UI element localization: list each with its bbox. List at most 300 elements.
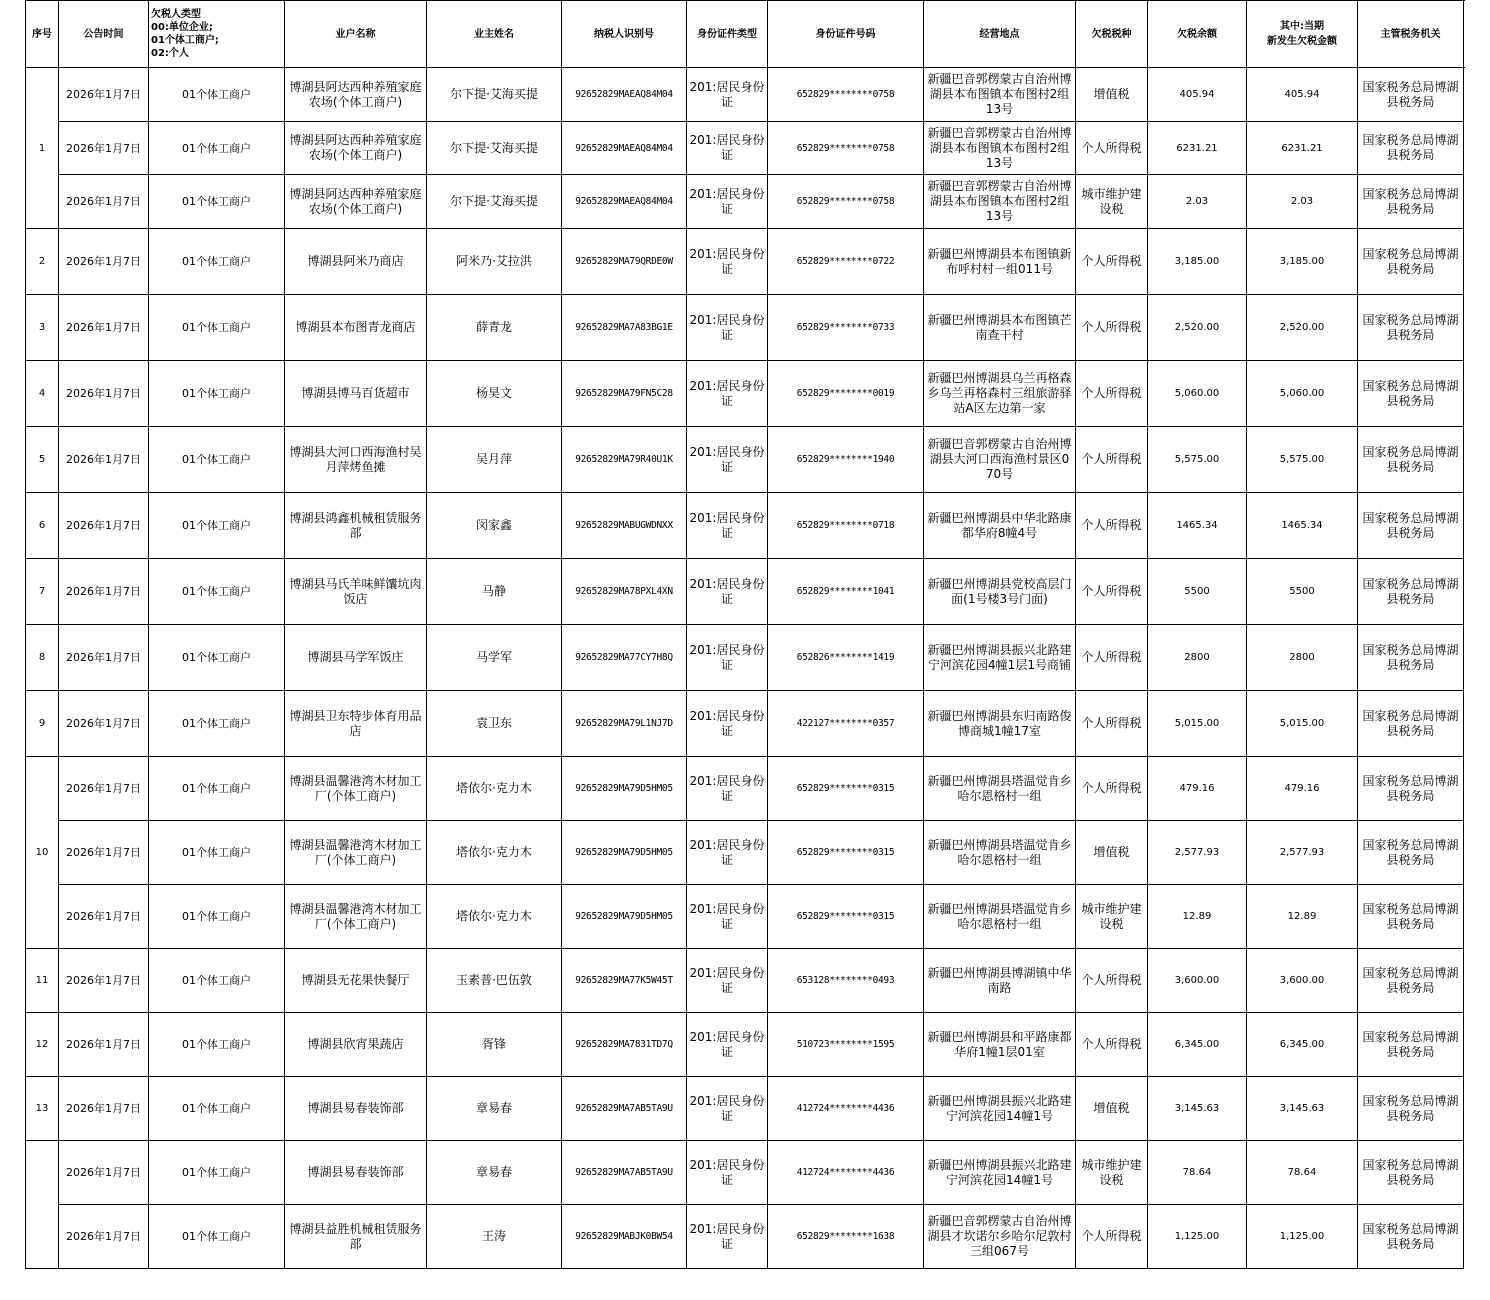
cell-addr: 新疆巴音郭楞蒙古自治州博湖县本布图镇本布图村2组13号 <box>924 68 1076 122</box>
cell-type: 01个体工商户 <box>149 361 285 427</box>
cell-idtype: 201:居民身份证 <box>687 885 768 949</box>
cell-taxid: 92652829MABJK0BW54 <box>562 1205 687 1269</box>
cell-note <box>1464 625 1465 691</box>
cell-note <box>1464 949 1465 1013</box>
cell-owner: 塔依尔·克力木 <box>427 757 562 821</box>
cell-office: 国家税务总局博湖县税务局 <box>1358 68 1464 122</box>
table-row <box>26 757 1465 821</box>
cell-date: 2026年1月7日 <box>59 493 149 559</box>
cell-newamt: 6,345.00 <box>1247 1013 1358 1077</box>
cell-amount: 405.94 <box>1148 68 1247 122</box>
cell-office: 国家税务总局博湖县税务局 <box>1358 122 1464 175</box>
header-new-l2: 新发生欠税金额 <box>1267 36 1337 47</box>
cell-office: 国家税务总局博湖县税务局 <box>1358 885 1464 949</box>
cell-name: 博湖县阿达西种养殖家庭农场(个体工商户) <box>285 68 427 122</box>
cell-idno: 652829********0315 <box>768 757 924 821</box>
cell-amount: 479.16 <box>1148 757 1247 821</box>
cell-addr: 新疆巴州博湖县本布图镇新布呼村村一组011号 <box>924 229 1076 295</box>
header-type-02: 02:个人 <box>151 48 189 59</box>
cell-office: 国家税务总局博湖县税务局 <box>1358 949 1464 1013</box>
cell-amount: 5,015.00 <box>1148 691 1247 757</box>
cell-office: 国家税务总局博湖县税务局 <box>1358 175 1464 229</box>
cell-taxid: 92652829MA7A83BG1E <box>562 295 687 361</box>
header-office: 主管税务机关 <box>1358 1 1464 68</box>
cell-amount: 2800 <box>1148 625 1247 691</box>
table-bottom-border <box>25 1268 1464 1269</box>
cell-date: 2026年1月7日 <box>59 1205 149 1269</box>
table-row <box>26 493 1465 559</box>
cell-note <box>1464 1013 1465 1077</box>
cell-idno: 510723********1595 <box>768 1013 924 1077</box>
cell-seq: 3 <box>26 295 59 361</box>
cell-amount: 2.03 <box>1148 175 1247 229</box>
cell-name: 博湖县大河口西海渔村吴月萍烤鱼摊 <box>285 427 427 493</box>
cell-idtype: 201:居民身份证 <box>687 691 768 757</box>
cell-taxid: 92652829MA79R40U1K <box>562 427 687 493</box>
cell-newamt: 12.89 <box>1247 885 1358 949</box>
cell-taxkind: 个人所得税 <box>1076 757 1148 821</box>
cell-date: 2026年1月7日 <box>59 559 149 625</box>
cell-name: 博湖县阿达西种养殖家庭农场(个体工商户) <box>285 175 427 229</box>
cell-newamt: 2800 <box>1247 625 1358 691</box>
cell-newamt: 2,520.00 <box>1247 295 1358 361</box>
cell-name: 博湖县马学军饭庄 <box>285 625 427 691</box>
cell-taxkind: 城市维护建设税 <box>1076 1141 1148 1205</box>
cell-taxkind: 个人所得税 <box>1076 949 1148 1013</box>
cell-taxkind: 增值税 <box>1076 821 1148 885</box>
cell-addr: 新疆巴州博湖县乌兰再格森乡乌兰再格森村三组旅游驿站A区左边第一家 <box>924 361 1076 427</box>
cell-newamt: 2.03 <box>1247 175 1358 229</box>
cell-note <box>1464 427 1465 493</box>
cell-owner: 塔依尔·克力木 <box>427 885 562 949</box>
cell-amount: 3,185.00 <box>1148 229 1247 295</box>
cell-addr: 新疆巴州博湖县本布图镇芒南查干村 <box>924 295 1076 361</box>
cell-idtype: 201:居民身份证 <box>687 625 768 691</box>
cell-name: 博湖县欣宵果蔬店 <box>285 1013 427 1077</box>
cell-taxkind: 个人所得税 <box>1076 1013 1148 1077</box>
cell-type: 01个体工商户 <box>149 821 285 885</box>
cell-idno: 652829********1638 <box>768 1205 924 1269</box>
header-taxid: 纳税人识别号 <box>562 1 687 68</box>
cell-note <box>1464 559 1465 625</box>
table-row <box>26 885 1465 949</box>
cell-name: 博湖县温馨港湾木材加工厂(个体工商户) <box>285 821 427 885</box>
cell-addr: 新疆巴州博湖县塔温觉肯乡哈尔恩格村一组 <box>924 821 1076 885</box>
cell-date: 2026年1月7日 <box>59 757 149 821</box>
cell-owner: 尔下提·艾海买提 <box>427 175 562 229</box>
cell-type: 01个体工商户 <box>149 559 285 625</box>
cell-idtype: 201:居民身份证 <box>687 493 768 559</box>
cell-taxkind: 个人所得税 <box>1076 625 1148 691</box>
cell-amount: 78.64 <box>1148 1141 1247 1205</box>
cell-taxkind: 个人所得税 <box>1076 295 1148 361</box>
tax-arrears-table <box>25 0 1465 1269</box>
cell-type: 01个体工商户 <box>149 757 285 821</box>
cell-note <box>1464 1077 1465 1141</box>
cell-taxid: 92652829MA79QRDE0W <box>562 229 687 295</box>
cell-idno: 652829********0315 <box>768 885 924 949</box>
cell-taxid: 92652829MA79L1NJ7D <box>562 691 687 757</box>
cell-note <box>1464 691 1465 757</box>
cell-idno: 652829********0722 <box>768 229 924 295</box>
cell-date: 2026年1月7日 <box>59 885 149 949</box>
cell-idtype: 201:居民身份证 <box>687 757 768 821</box>
cell-owner: 王涛 <box>427 1205 562 1269</box>
cell-idtype: 201:居民身份证 <box>687 68 768 122</box>
cell-taxkind: 个人所得税 <box>1076 1205 1148 1269</box>
cell-addr: 新疆巴州博湖县振兴北路建宁河滨花园14幢1号 <box>924 1077 1076 1141</box>
cell-type: 01个体工商户 <box>149 229 285 295</box>
table-row <box>26 691 1465 757</box>
cell-amount: 1465.34 <box>1148 493 1247 559</box>
cell-idtype: 201:居民身份证 <box>687 1205 768 1269</box>
cell-name: 博湖县无花果快餐厅 <box>285 949 427 1013</box>
table-row <box>26 229 1465 295</box>
table-row <box>26 949 1465 1013</box>
cell-date: 2026年1月7日 <box>59 1141 149 1205</box>
cell-type: 01个体工商户 <box>149 1205 285 1269</box>
table-row <box>26 559 1465 625</box>
cell-newamt: 5,060.00 <box>1247 361 1358 427</box>
cell-amount: 3,145.63 <box>1148 1077 1247 1141</box>
cell-taxkind: 城市维护建设税 <box>1076 175 1148 229</box>
cell-addr: 新疆巴音郭楞蒙古自治州博湖县大河口西海渔村景区070号 <box>924 427 1076 493</box>
cell-taxkind: 城市维护建设税 <box>1076 885 1148 949</box>
cell-idtype: 201:居民身份证 <box>687 1141 768 1205</box>
cell-name: 博湖县温馨港湾木材加工厂(个体工商户) <box>285 757 427 821</box>
cell-note <box>1464 229 1465 295</box>
cell-type: 01个体工商户 <box>149 625 285 691</box>
cell-owner: 阿米乃·艾拉洪 <box>427 229 562 295</box>
cell-taxkind: 个人所得税 <box>1076 691 1148 757</box>
cell-idno: 652829********0758 <box>768 122 924 175</box>
cell-date: 2026年1月7日 <box>59 229 149 295</box>
cell-office: 国家税务总局博湖县税务局 <box>1358 1205 1464 1269</box>
cell-addr: 新疆巴州博湖县振兴北路建宁河滨花园4幢1层1号商铺 <box>924 625 1076 691</box>
cell-owner: 章易春 <box>427 1077 562 1141</box>
cell-seq: 13 <box>26 1077 59 1141</box>
cell-newamt: 405.94 <box>1247 68 1358 122</box>
header-date: 公告时间 <box>59 1 149 68</box>
cell-type: 01个体工商户 <box>149 885 285 949</box>
cell-addr: 新疆巴州博湖县振兴北路建宁河滨花园14幢1号 <box>924 1141 1076 1205</box>
cell-taxid: 92652829MA7AB5TA9U <box>562 1141 687 1205</box>
cell-office: 国家税务总局博湖县税务局 <box>1358 691 1464 757</box>
cell-office: 国家税务总局博湖县税务局 <box>1358 295 1464 361</box>
cell-newamt: 1,125.00 <box>1247 1205 1358 1269</box>
cell-office: 国家税务总局博湖县税务局 <box>1358 1141 1464 1205</box>
cell-seq: 11 <box>26 949 59 1013</box>
cell-office: 国家税务总局博湖县税务局 <box>1358 427 1464 493</box>
cell-addr: 新疆巴州博湖县党校高层门面(1号楼3号门面) <box>924 559 1076 625</box>
cell-name: 博湖县本布图青龙商店 <box>285 295 427 361</box>
cell-amount: 1,125.00 <box>1148 1205 1247 1269</box>
cell-note <box>1464 1141 1465 1205</box>
cell-taxid: 92652829MAEAQ84M04 <box>562 68 687 122</box>
cell-idno: 652829********0733 <box>768 295 924 361</box>
cell-type: 01个体工商户 <box>149 493 285 559</box>
cell-note <box>1464 68 1465 122</box>
cell-taxid: 92652829MAEAQ84M04 <box>562 175 687 229</box>
cell-seq: 6 <box>26 493 59 559</box>
cell-addr: 新疆巴州博湖县中华北路康都华府8幢4号 <box>924 493 1076 559</box>
cell-newamt: 6231.21 <box>1247 122 1358 175</box>
cell-owner: 塔依尔·克力木 <box>427 821 562 885</box>
cell-taxid: 92652829MA7831TD7Q <box>562 1013 687 1077</box>
table-row <box>26 1141 1465 1205</box>
cell-amount: 6,345.00 <box>1148 1013 1247 1077</box>
cell-owner: 马静 <box>427 559 562 625</box>
cell-newamt: 3,185.00 <box>1247 229 1358 295</box>
cell-addr: 新疆巴州博湖县和平路康都华府1幢1层01室 <box>924 1013 1076 1077</box>
cell-owner: 闵家鑫 <box>427 493 562 559</box>
cell-newamt: 5,575.00 <box>1247 427 1358 493</box>
cell-date: 2026年1月7日 <box>59 68 149 122</box>
cell-taxid: 92652829MA79FN5C28 <box>562 361 687 427</box>
cell-amount: 5,575.00 <box>1148 427 1247 493</box>
cell-idtype: 201:居民身份证 <box>687 1077 768 1141</box>
cell-type: 01个体工商户 <box>149 691 285 757</box>
cell-office: 国家税务总局博湖县税务局 <box>1358 757 1464 821</box>
cell-seq <box>26 1141 59 1269</box>
cell-name: 博湖县阿米乃商店 <box>285 229 427 295</box>
table-row <box>26 821 1465 885</box>
cell-seq: 1 <box>26 68 59 229</box>
table-body <box>26 68 1465 1269</box>
cell-taxid: 92652829MA7AB5TA9U <box>562 1077 687 1141</box>
cell-note <box>1464 361 1465 427</box>
header-taxpayer-type <box>149 1 285 68</box>
cell-name: 博湖县博马百货超市 <box>285 361 427 427</box>
cell-newamt: 5,015.00 <box>1247 691 1358 757</box>
cell-type: 01个体工商户 <box>149 427 285 493</box>
table-row <box>26 1205 1465 1269</box>
header-type-title: 欠税人类型 <box>151 9 201 20</box>
header-amount: 欠税余额 <box>1148 1 1247 68</box>
header-seq: 序号 <box>26 1 59 68</box>
cell-idtype: 201:居民身份证 <box>687 1013 768 1077</box>
cell-owner: 吴月萍 <box>427 427 562 493</box>
cell-seq: 5 <box>26 427 59 493</box>
cell-type: 01个体工商户 <box>149 295 285 361</box>
cell-office: 国家税务总局博湖县税务局 <box>1358 361 1464 427</box>
header-row <box>26 1 1465 68</box>
cell-amount: 2,520.00 <box>1148 295 1247 361</box>
cell-note <box>1464 757 1465 821</box>
header-name: 业户名称 <box>285 1 427 68</box>
cell-name: 博湖县易春装饰部 <box>285 1141 427 1205</box>
cell-date: 2026年1月7日 <box>59 949 149 1013</box>
header-note <box>1464 1 1465 68</box>
cell-note <box>1464 885 1465 949</box>
cell-idno: 412724********4436 <box>768 1077 924 1141</box>
cell-name: 博湖县卫东特步体育用品店 <box>285 691 427 757</box>
header-new-amount <box>1247 1 1358 68</box>
cell-newamt: 479.16 <box>1247 757 1358 821</box>
cell-type: 01个体工商户 <box>149 1141 285 1205</box>
cell-name: 博湖县马氏羊味鲜馕坑肉饭店 <box>285 559 427 625</box>
cell-name: 博湖县鸿鑫机械租赁服务部 <box>285 493 427 559</box>
cell-idtype: 201:居民身份证 <box>687 229 768 295</box>
cell-owner: 马学军 <box>427 625 562 691</box>
cell-office: 国家税务总局博湖县税务局 <box>1358 1013 1464 1077</box>
cell-type: 01个体工商户 <box>149 122 285 175</box>
cell-amount: 12.89 <box>1148 885 1247 949</box>
cell-taxkind: 个人所得税 <box>1076 427 1148 493</box>
table-row <box>26 427 1465 493</box>
cell-name: 博湖县阿达西种养殖家庭农场(个体工商户) <box>285 122 427 175</box>
cell-taxkind: 个人所得税 <box>1076 559 1148 625</box>
cell-note <box>1464 175 1465 229</box>
cell-taxid: 92652829MA77CY7H8Q <box>562 625 687 691</box>
cell-idtype: 201:居民身份证 <box>687 949 768 1013</box>
cell-idtype: 201:居民身份证 <box>687 361 768 427</box>
cell-newamt: 5500 <box>1247 559 1358 625</box>
cell-idno: 652829********0019 <box>768 361 924 427</box>
cell-type: 01个体工商户 <box>149 175 285 229</box>
cell-owner: 章易春 <box>427 1141 562 1205</box>
header-type-01: 01个体工商户; <box>151 35 219 46</box>
header-type-00: 00:单位企业; <box>151 22 213 33</box>
cell-taxkind: 增值税 <box>1076 1077 1148 1141</box>
cell-taxkind: 个人所得税 <box>1076 229 1148 295</box>
cell-seq: 7 <box>26 559 59 625</box>
cell-idtype: 201:居民身份证 <box>687 122 768 175</box>
table-row <box>26 122 1465 175</box>
cell-addr: 新疆巴音郭楞蒙古自治州博湖县才坎诺尔乡哈尔尼敦村三组067号 <box>924 1205 1076 1269</box>
cell-idno: 412724********4436 <box>768 1141 924 1205</box>
cell-addr: 新疆巴音郭楞蒙古自治州博湖县本布图镇本布图村2组13号 <box>924 122 1076 175</box>
cell-seq: 4 <box>26 361 59 427</box>
cell-date: 2026年1月7日 <box>59 295 149 361</box>
cell-idtype: 201:居民身份证 <box>687 821 768 885</box>
cell-taxkind: 个人所得税 <box>1076 493 1148 559</box>
cell-taxid: 92652829MA79D5HM05 <box>562 757 687 821</box>
cell-idno: 652829********0315 <box>768 821 924 885</box>
cell-note <box>1464 821 1465 885</box>
cell-addr: 新疆巴州博湖县东归南路俊博商城1幢17室 <box>924 691 1076 757</box>
cell-owner: 尔下提·艾海买提 <box>427 122 562 175</box>
cell-date: 2026年1月7日 <box>59 122 149 175</box>
cell-office: 国家税务总局博湖县税务局 <box>1358 559 1464 625</box>
cell-newamt: 3,145.63 <box>1247 1077 1358 1141</box>
cell-note <box>1464 493 1465 559</box>
cell-idno: 652829********1041 <box>768 559 924 625</box>
cell-seq: 8 <box>26 625 59 691</box>
cell-office: 国家税务总局博湖县税务局 <box>1358 1077 1464 1141</box>
cell-seq: 2 <box>26 229 59 295</box>
cell-type: 01个体工商户 <box>149 1013 285 1077</box>
header-idno: 身份证件号码 <box>768 1 924 68</box>
cell-note <box>1464 295 1465 361</box>
cell-amount: 3,600.00 <box>1148 949 1247 1013</box>
cell-newamt: 78.64 <box>1247 1141 1358 1205</box>
header-idtype: 身份证件类型 <box>687 1 768 68</box>
cell-office: 国家税务总局博湖县税务局 <box>1358 625 1464 691</box>
cell-owner: 薛青龙 <box>427 295 562 361</box>
table-row <box>26 1077 1465 1141</box>
table-row <box>26 625 1465 691</box>
cell-date: 2026年1月7日 <box>59 427 149 493</box>
cell-idno: 652829********1940 <box>768 427 924 493</box>
cell-office: 国家税务总局博湖县税务局 <box>1358 821 1464 885</box>
cell-idno: 653128********0493 <box>768 949 924 1013</box>
cell-name: 博湖县温馨港湾木材加工厂(个体工商户) <box>285 885 427 949</box>
table-row <box>26 68 1465 122</box>
cell-addr: 新疆巴州博湖县塔温觉肯乡哈尔恩格村一组 <box>924 757 1076 821</box>
cell-amount: 5500 <box>1148 559 1247 625</box>
header-taxkind: 欠税税种 <box>1076 1 1148 68</box>
cell-date: 2026年1月7日 <box>59 361 149 427</box>
cell-amount: 6231.21 <box>1148 122 1247 175</box>
cell-idno: 652829********0758 <box>768 68 924 122</box>
cell-owner: 尔下提·艾海买提 <box>427 68 562 122</box>
cell-seq: 10 <box>26 757 59 949</box>
cell-owner: 玉素普·巴伍敦 <box>427 949 562 1013</box>
cell-taxid: 92652829MA79D5HM05 <box>562 885 687 949</box>
cell-taxkind: 个人所得税 <box>1076 122 1148 175</box>
cell-idno: 652826********1419 <box>768 625 924 691</box>
cell-type: 01个体工商户 <box>149 1077 285 1141</box>
cell-type: 01个体工商户 <box>149 68 285 122</box>
cell-date: 2026年1月7日 <box>59 175 149 229</box>
cell-idno: 652829********0758 <box>768 175 924 229</box>
cell-name: 博湖县易春装饰部 <box>285 1077 427 1141</box>
cell-type: 01个体工商户 <box>149 949 285 1013</box>
header-owner: 业主姓名 <box>427 1 562 68</box>
cell-taxid: 92652829MA78PXL4XN <box>562 559 687 625</box>
cell-date: 2026年1月7日 <box>59 1013 149 1077</box>
cell-addr: 新疆巴州博湖县博湖镇中华南路 <box>924 949 1076 1013</box>
cell-taxid: 92652829MABUGWDNXX <box>562 493 687 559</box>
cell-owner: 胥锋 <box>427 1013 562 1077</box>
table-row <box>26 175 1465 229</box>
cell-owner: 袁卫东 <box>427 691 562 757</box>
cell-note <box>1464 1205 1465 1269</box>
cell-newamt: 3,600.00 <box>1247 949 1358 1013</box>
cell-owner: 杨昊文 <box>427 361 562 427</box>
cell-taxkind: 增值税 <box>1076 68 1148 122</box>
cell-name: 博湖县益胜机械租赁服务部 <box>285 1205 427 1269</box>
cell-seq: 9 <box>26 691 59 757</box>
cell-taxid: 92652829MA79D5HM05 <box>562 821 687 885</box>
header-addr: 经营地点 <box>924 1 1076 68</box>
cell-amount: 2,577.93 <box>1148 821 1247 885</box>
cell-date: 2026年1月7日 <box>59 625 149 691</box>
cell-amount: 5,060.00 <box>1148 361 1247 427</box>
cell-addr: 新疆巴音郭楞蒙古自治州博湖县本布图镇本布图村2组13号 <box>924 175 1076 229</box>
table-row <box>26 361 1465 427</box>
cell-idtype: 201:居民身份证 <box>687 427 768 493</box>
cell-date: 2026年1月7日 <box>59 1077 149 1141</box>
cell-idtype: 201:居民身份证 <box>687 295 768 361</box>
cell-office: 国家税务总局博湖县税务局 <box>1358 493 1464 559</box>
cell-newamt: 2,577.93 <box>1247 821 1358 885</box>
cell-taxid: 92652829MA77K5W45T <box>562 949 687 1013</box>
cell-note <box>1464 122 1465 175</box>
cell-idno: 652829********0718 <box>768 493 924 559</box>
cell-idno: 422127********0357 <box>768 691 924 757</box>
cell-idtype: 201:居民身份证 <box>687 559 768 625</box>
cell-idtype: 201:居民身份证 <box>687 175 768 229</box>
cell-addr: 新疆巴州博湖县塔温觉肯乡哈尔恩格村一组 <box>924 885 1076 949</box>
cell-date: 2026年1月7日 <box>59 821 149 885</box>
table-row <box>26 1013 1465 1077</box>
header-new-l1: 其中:当期 <box>1280 21 1324 32</box>
table-row <box>26 295 1465 361</box>
cell-seq: 12 <box>26 1013 59 1077</box>
cell-date: 2026年1月7日 <box>59 691 149 757</box>
